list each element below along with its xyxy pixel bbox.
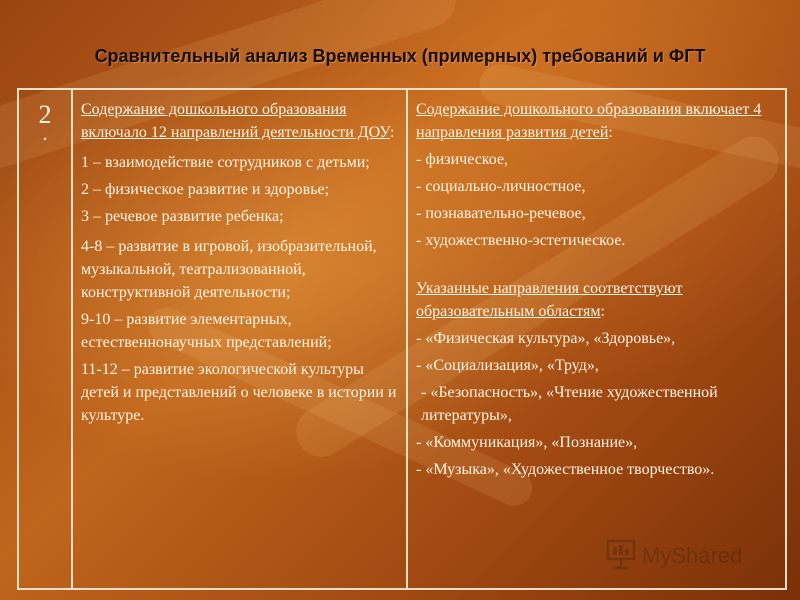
list-item: 3 – речевое развитие ребенка; bbox=[81, 208, 284, 225]
areas-heading-text: Указанные направления соответствуют образовательным областям bbox=[416, 280, 683, 320]
fgt-heading-suffix: : bbox=[608, 124, 613, 141]
list-item: - «Коммуникация», «Познание», bbox=[416, 434, 638, 451]
list-item: - познавательно-речевое, bbox=[416, 205, 586, 222]
list-item: - «Физическая культура», «Здоровье», bbox=[416, 330, 676, 347]
list-item: - социально-личностное, bbox=[416, 178, 586, 195]
areas-heading-suffix: : bbox=[600, 303, 605, 320]
table-divider bbox=[406, 90, 408, 588]
row-number-cell bbox=[19, 90, 71, 145]
table-divider bbox=[71, 90, 73, 588]
comparison-table bbox=[17, 88, 787, 590]
slide-title: Сравнительный анализ Временных (примерных) требований и ФГТ bbox=[94, 46, 706, 66]
row-number-dot: . bbox=[42, 123, 48, 145]
old-requirements-cell bbox=[81, 98, 399, 427]
watermark-text: MyShared bbox=[642, 543, 743, 568]
list-item: - «Социализация», «Труд», bbox=[416, 357, 599, 374]
presentation-board-icon bbox=[606, 538, 636, 575]
list-item: - «Музыка», «Художественное творчество». bbox=[416, 461, 715, 478]
old-heading-text: Содержание дошкольного образования включало 12 направлений деятельности ДОУ bbox=[81, 101, 391, 141]
list-item: - «Безопасность», «Чтение художественной литературы», bbox=[421, 384, 718, 424]
row-number: 2 bbox=[38, 100, 52, 129]
list-item: - физическое, bbox=[416, 151, 509, 168]
list-item: - художественно-эстетическое. bbox=[416, 232, 626, 249]
areas-heading bbox=[416, 277, 782, 323]
watermark bbox=[606, 536, 776, 576]
fgt-heading-text: Содержание дошкольного образования включает 4 направления развития детей bbox=[416, 101, 762, 141]
list-item: 1 – взаимодействие сотрудников с детьми; bbox=[81, 154, 370, 171]
list-item: 4-8 – развитие в игровой, изобразительной, музыкальной, театрализованной, конструктивной деятельности; bbox=[81, 238, 377, 301]
list-item: 9-10 – развитие элементарных, естественнонаучных представлений; bbox=[81, 311, 332, 351]
list-item: 11-12 – развитие экологической культуры детей и представлений о человеке в истории и культуре. bbox=[81, 361, 397, 424]
fgt-cell bbox=[416, 98, 782, 481]
list-item: 2 – физическое развитие и здоровье; bbox=[81, 181, 330, 198]
old-heading-suffix: : bbox=[390, 124, 395, 141]
fgt-heading bbox=[416, 98, 782, 144]
old-requirements-heading bbox=[81, 98, 399, 144]
